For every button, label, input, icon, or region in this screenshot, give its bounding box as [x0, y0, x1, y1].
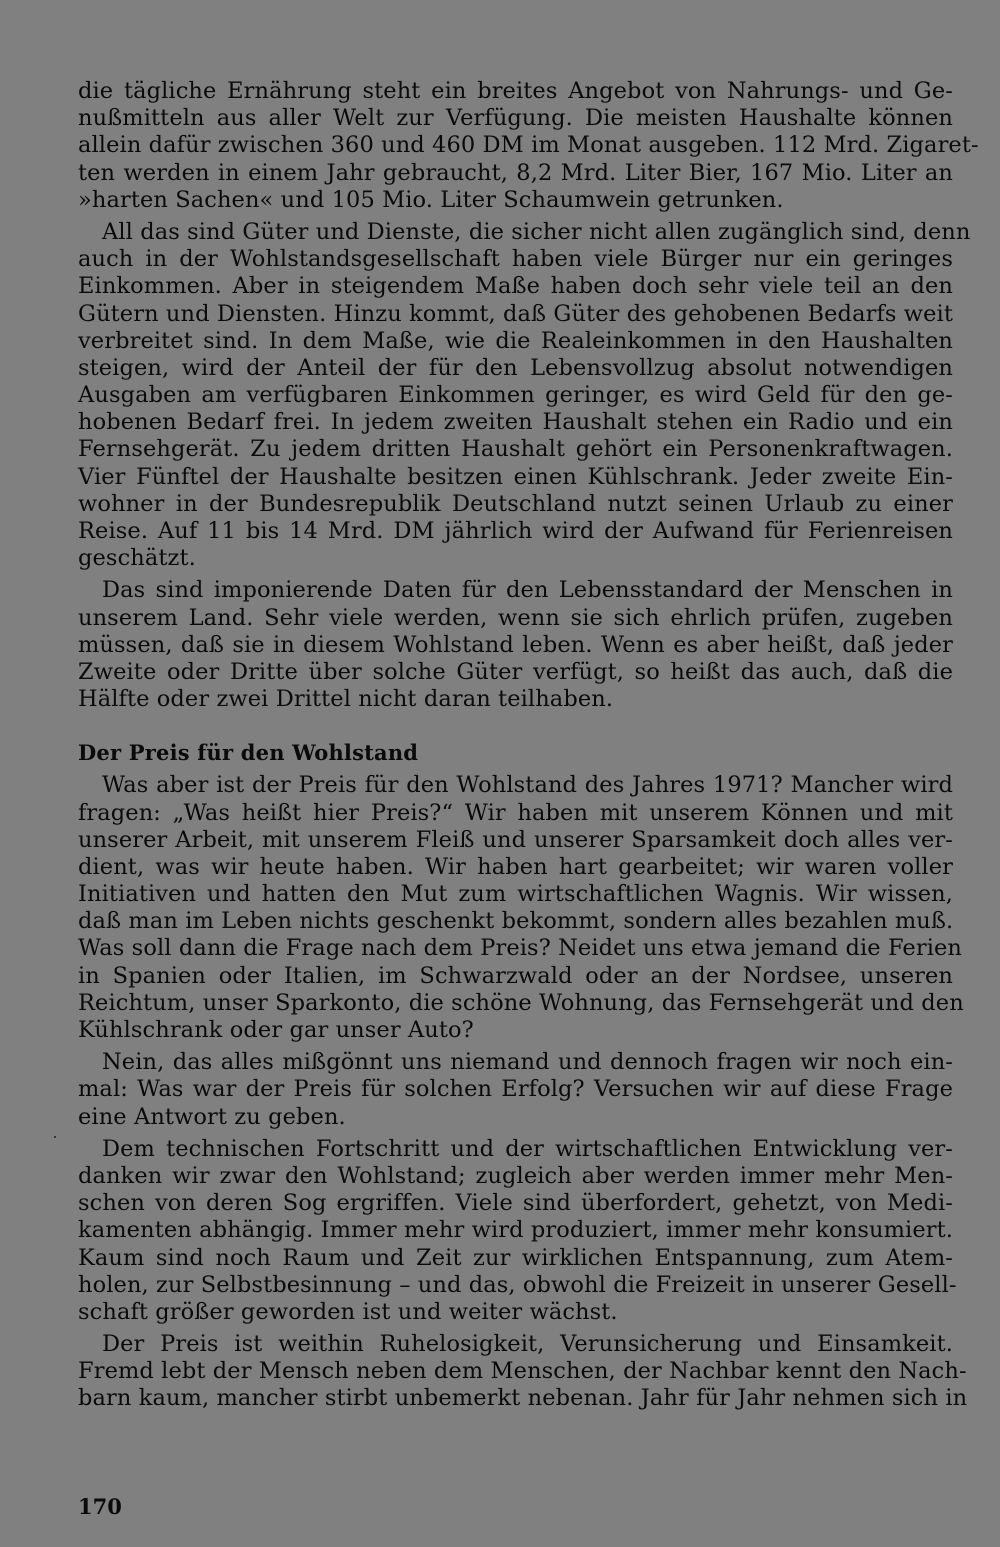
- text-line: unserem Land. Sehr viele werden, wenn sie sich ehrlich prüfen, zugeben: [78, 604, 953, 631]
- text-line: fragen: „Was heißt hier Preis?“ Wir haben mit unserem Können und mit: [78, 799, 953, 826]
- paragraph: [78, 1331, 968, 1413]
- text-line: geschätzt.: [78, 545, 196, 572]
- print-speck: [54, 1136, 56, 1138]
- text-line: daß man im Leben nichts geschenkt bekommt, sondern alles bezahlen muß.: [78, 908, 954, 935]
- text-line: die tägliche Ernährung steht ein breites Angebot von Nahrungs- und Ge-: [78, 78, 953, 104]
- page-number: 170: [78, 1494, 122, 1519]
- text-line: Reichtum, unser Sparkonto, die schöne Wohnung, das Fernsehgerät und den: [78, 989, 964, 1016]
- paragraph: [78, 78, 979, 214]
- text-line: »harten Sachen« und 105 Mio. Liter Schaumwein getrunken.: [78, 186, 784, 213]
- text-line: allein dafür zwischen 360 und 460 DM im Monat ausgeben. 112 Mrd. Zigaret-: [78, 132, 979, 159]
- text-line: danken wir zwar den Wohlstand; zugleich aber werden immer mehr Men-: [78, 1162, 953, 1189]
- text-line: Vier Fünftel der Haushalte besitzen einen Kühlschrank. Jeder zweite Ein-: [78, 463, 953, 490]
- text-line: wohner in der Bundesrepublik Deutschland nutzt seinen Urlaub zu einer: [78, 490, 953, 517]
- paragraph: [78, 1135, 957, 1326]
- text-line: steigen, wird der Anteil der für den Lebensvollzug absolut notwendigen: [78, 354, 953, 381]
- text-line: All das sind Güter und Dienste, die sicher nicht allen zugänglich sind, denn: [102, 218, 971, 245]
- text-line: hobenen Bedarf frei. In jedem zweiten Haushalt stehen ein Radio und ein: [78, 409, 953, 436]
- paragraph: [78, 1049, 953, 1131]
- text-line: ten werden in einem Jahr gebraucht, 8,2 Mrd. Liter Bier, 167 Mio. Liter an: [78, 159, 953, 186]
- text-line: müssen, daß sie in diesem Wohlstand leben. Wenn es aber heißt, daß jeder: [78, 631, 953, 658]
- text-line: Kaum sind noch Raum und Zeit zur wirklichen Entspannung, zum Atem-: [78, 1244, 953, 1271]
- section-heading: Der Preis für den Wohlstand: [78, 740, 419, 766]
- paragraph: [78, 772, 964, 1044]
- text-line: dient, was wir heute haben. Wir haben hart gearbeitet; wir waren voller: [78, 853, 953, 880]
- text-line: mal: Was war der Preis für solchen Erfolg? Versuchen wir auf diese Frage: [78, 1076, 953, 1103]
- text-line: Hälfte oder zwei Drittel nicht daran teilhaben.: [78, 686, 614, 713]
- text-line: Kühlschrank oder gar unser Auto?: [78, 1017, 474, 1043]
- text-line: eine Antwort zu geben.: [78, 1103, 346, 1130]
- text-line: verbreitet sind. In dem Maße, wie die Realeinkommen in den Haushalten: [78, 327, 953, 354]
- text-line: nußmitteln aus aller Welt zur Verfügung. Die meisten Haushalte können: [78, 105, 953, 132]
- paragraph: [78, 577, 953, 713]
- text-line: Fernsehgerät. Zu jedem dritten Haushalt gehört ein Personenkraftwagen.: [78, 436, 953, 463]
- text-line: Dem technischen Fortschritt und der wirtschaftlichen Entwicklung ver-: [102, 1135, 953, 1162]
- text-line: schen von deren Sog ergriffen. Viele sind überfordert, gehetzt, von Medi-: [78, 1190, 953, 1217]
- text-line: Das sind imponierende Daten für den Lebensstandard der Menschen in: [102, 577, 953, 604]
- text-section-before-heading: [78, 78, 979, 713]
- text-line: unserer Arbeit, mit unserem Fleiß und unserer Sparsamkeit doch alles ver-: [78, 826, 953, 853]
- text-line: Der Preis ist weithin Ruhelosigkeit, Verunsicherung und Einsamkeit.: [102, 1331, 953, 1358]
- text-line: Nein, das alles mißgönnt uns niemand und dennoch fragen wir noch ein-: [102, 1049, 953, 1076]
- text-line: Einkommen. Aber in steigendem Maße haben doch sehr viele teil an den: [78, 273, 953, 300]
- text-line: Initiativen und hatten den Mut zum wirtschaftlichen Wagnis. Wir wissen,: [78, 881, 953, 908]
- text-line: Gütern und Diensten. Hinzu kommt, daß Güter des gehobenen Bedarfs weit: [78, 300, 953, 327]
- text-line: kamenten abhängig. Immer mehr wird produziert, immer mehr konsumiert.: [78, 1217, 953, 1244]
- text-line: Was soll dann die Frage nach dem Preis? Neidet uns etwa jemand die Ferien: [78, 935, 962, 962]
- text-line: schaft größer geworden ist und weiter wächst.: [78, 1298, 618, 1325]
- text-line: Reise. Auf 11 bis 14 Mrd. DM jährlich wird der Aufwand für Ferienreisen: [78, 518, 953, 544]
- text-line: Was aber ist der Preis für den Wohlstand des Jahres 1971? Mancher wird: [102, 772, 953, 799]
- text-line: in Spanien oder Italien, im Schwarzwald oder an der Nordsee, unseren: [78, 962, 953, 989]
- text-line: Zweite oder Dritte über solche Güter verfügt, so heißt das auch, daß die: [78, 658, 953, 685]
- text-line: auch in der Wohlstandsgesellschaft haben viele Bürger nur ein geringes: [78, 246, 953, 273]
- paragraph: [78, 218, 971, 572]
- page-body: [78, 78, 979, 1418]
- text-line: barn kaum, mancher stirbt unbemerkt nebenan. Jahr für Jahr nehmen sich in: [78, 1385, 968, 1412]
- text-line: Fremd lebt der Mensch neben dem Menschen, der Nachbar kennt den Nach-: [78, 1358, 967, 1385]
- text-line: holen, zur Selbstbesinnung – und das, obwohl die Freizeit in unserer Gesell-: [78, 1271, 957, 1298]
- text-line: Ausgaben am verfügbaren Einkommen geringer, es wird Geld für den ge-: [78, 382, 953, 409]
- text-section-after-heading: [78, 772, 968, 1412]
